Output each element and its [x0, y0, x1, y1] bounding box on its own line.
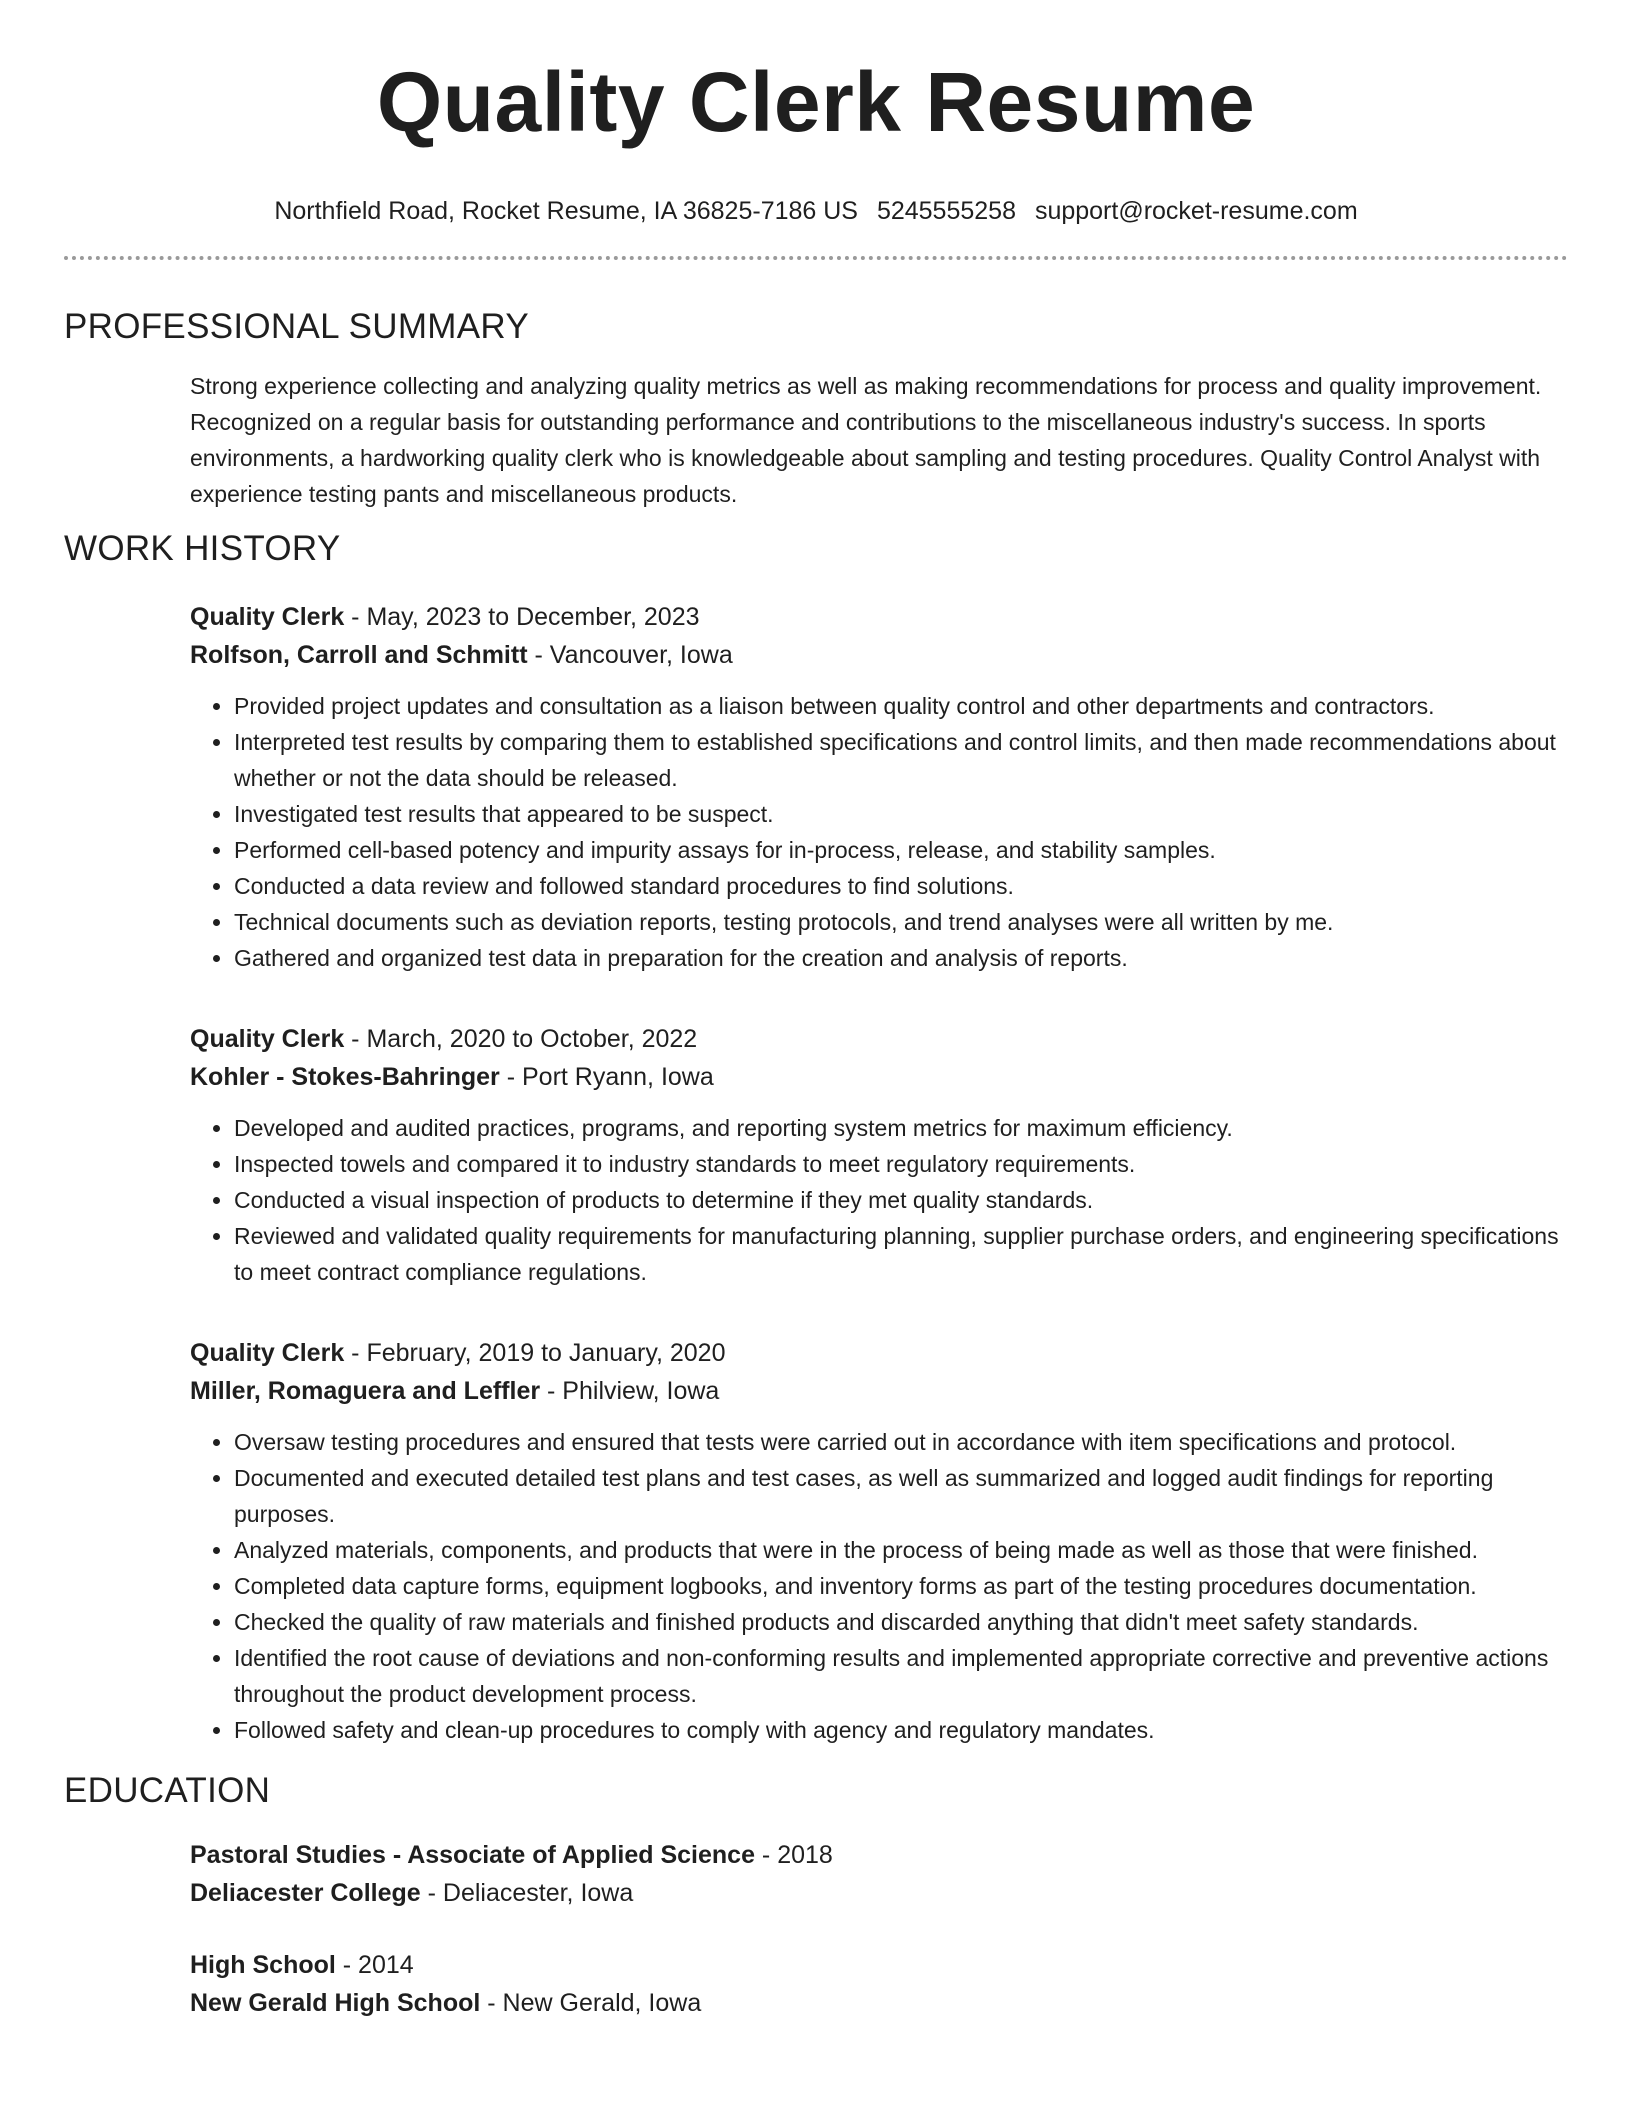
job-bullet: • Identified the root cause of deviations and non-conforming results and implemented appropriate corrective and preventive actions throughout the product development process. [234, 1640, 1568, 1712]
job-bullet: • Gathered and organized test data in preparation for the creation and analysis of reports. [234, 940, 1568, 976]
resume-title: Quality Clerk Resume [376, 55, 1256, 149]
education-location: - New Gerald, Iowa [480, 1989, 702, 2017]
job-location: - Vancouver, Iowa [527, 641, 733, 669]
job-bullet: • Followed safety and clean-up procedures to comply with agency and regulatory mandates. [234, 1712, 1568, 1748]
education-degree: Pastoral Studies - Associate of Applied Science [190, 1841, 755, 1869]
job-dates: - May, 2023 to December, 2023 [344, 603, 700, 631]
job-bullet: • Developed and audited practices, programs, and reporting system metrics for maximum efficiency. [234, 1110, 1568, 1146]
education-degree-line [190, 1836, 1568, 1874]
education-school-line [190, 1984, 1568, 2022]
job-company: Miller, Romaguera and Leffler [190, 1377, 541, 1405]
job-company: Rolfson, Carroll and Schmitt [190, 641, 528, 669]
job-bullets [190, 1110, 1568, 1290]
work-history-heading: WORK HISTORY [64, 529, 341, 568]
contact-address: Northfield Road, Rocket Resume, IA 36825-7186 US [274, 197, 858, 225]
education-location: - Deliacester, Iowa [420, 1879, 634, 1907]
job-bullet: • Completed data capture forms, equipment logbooks, and inventory forms as part of the testing procedures documentation. [234, 1568, 1568, 1604]
job-company: Kohler - Stokes-Bahringer [190, 1063, 500, 1091]
contact-phone: 5245555258 [876, 197, 1016, 225]
job-location: - Philview, Iowa [540, 1377, 720, 1405]
job-location: - Port Ryann, Iowa [499, 1063, 714, 1091]
summary-text: Strong experience collecting and analyzing quality metrics as well as making recommendations for process and quality improvement. Recognized on a regular basis for outstanding performance and contributions to the miscellaneous industry's success. In sports environments, a hardworking quality clerk who is knowledgeable about sampling and testing procedures. Quality Control Analyst with experience testing pants and miscellaneous products. [190, 373, 1542, 507]
job-company-line [190, 636, 1568, 674]
job-bullet: • Conducted a data review and followed standard procedures to find solutions. [234, 868, 1568, 904]
education-entry [190, 1946, 1568, 2022]
job-title: Quality Clerk [190, 603, 345, 631]
job-bullets [190, 1424, 1568, 1748]
education-degree-line [190, 1946, 1568, 1984]
job-bullet: • Conducted a visual inspection of products to determine if they met quality standards. [234, 1182, 1568, 1218]
job-entry [190, 1334, 1568, 1748]
education-school: New Gerald High School [190, 1989, 481, 2017]
education-degree: High School [190, 1951, 336, 1979]
education-school-line [190, 1874, 1568, 1912]
job-title: Quality Clerk [190, 1025, 345, 1053]
job-bullet: • Inspected towels and compared it to industry standards to meet regulatory requirements. [234, 1146, 1568, 1182]
contact-email: support@rocket-resume.com [1034, 197, 1358, 225]
job-bullet: • Oversaw testing procedures and ensured that tests were carried out in accordance with item specifications and protocol. [234, 1424, 1568, 1460]
job-bullet: • Provided project updates and consultation as a liaison between quality control and other departments and contractors. [234, 688, 1568, 724]
job-dates: - February, 2019 to January, 2020 [344, 1339, 726, 1367]
job-bullets [190, 688, 1568, 976]
education-heading: EDUCATION [64, 1771, 271, 1810]
job-bullet: • Performed cell-based potency and impurity assays for in-process, release, and stability samples. [234, 832, 1568, 868]
job-title-line [190, 1020, 1568, 1058]
job-title: Quality Clerk [190, 1339, 345, 1367]
job-title-line [190, 598, 1568, 636]
summary-section [64, 368, 1568, 512]
education-school: Deliacester College [190, 1879, 421, 1907]
job-bullet: • Reviewed and validated quality requirements for manufacturing planning, supplier purchase orders, and engineering specifications to meet contract compliance regulations. [234, 1218, 1568, 1290]
education-year: - 2014 [335, 1951, 414, 1979]
job-company-line [190, 1058, 1568, 1096]
job-dates: - March, 2020 to October, 2022 [344, 1025, 698, 1053]
education-entry [190, 1836, 1568, 1912]
job-bullet: • Checked the quality of raw materials and finished products and discarded anything that didn't meet safety standards. [234, 1604, 1568, 1640]
job-entry [190, 1020, 1568, 1290]
job-entry [190, 598, 1568, 976]
education-year: - 2018 [754, 1841, 833, 1869]
job-bullet: • Technical documents such as deviation reports, testing protocols, and trend analyses were all written by me. [234, 904, 1568, 940]
job-bullet: • Documented and executed detailed test plans and test cases, as well as summarized and logged audit findings for reporting purposes. [234, 1460, 1568, 1532]
contact-line [64, 196, 1568, 226]
job-bullet: • Investigated test results that appeared to be suspect. [234, 796, 1568, 832]
job-bullet: • Analyzed materials, components, and products that were in the process of being made as well as those that were finished. [234, 1532, 1568, 1568]
job-bullet: • Interpreted test results by comparing them to established specifications and control limits, and then made recommendations about whether or not the data should be released. [234, 724, 1568, 796]
education-section [64, 1836, 1568, 2022]
header-divider [64, 256, 1568, 260]
job-company-line [190, 1372, 1568, 1410]
job-title-line [190, 1334, 1568, 1372]
work-history-section [64, 598, 1568, 1748]
summary-heading: PROFESSIONAL SUMMARY [64, 307, 529, 346]
